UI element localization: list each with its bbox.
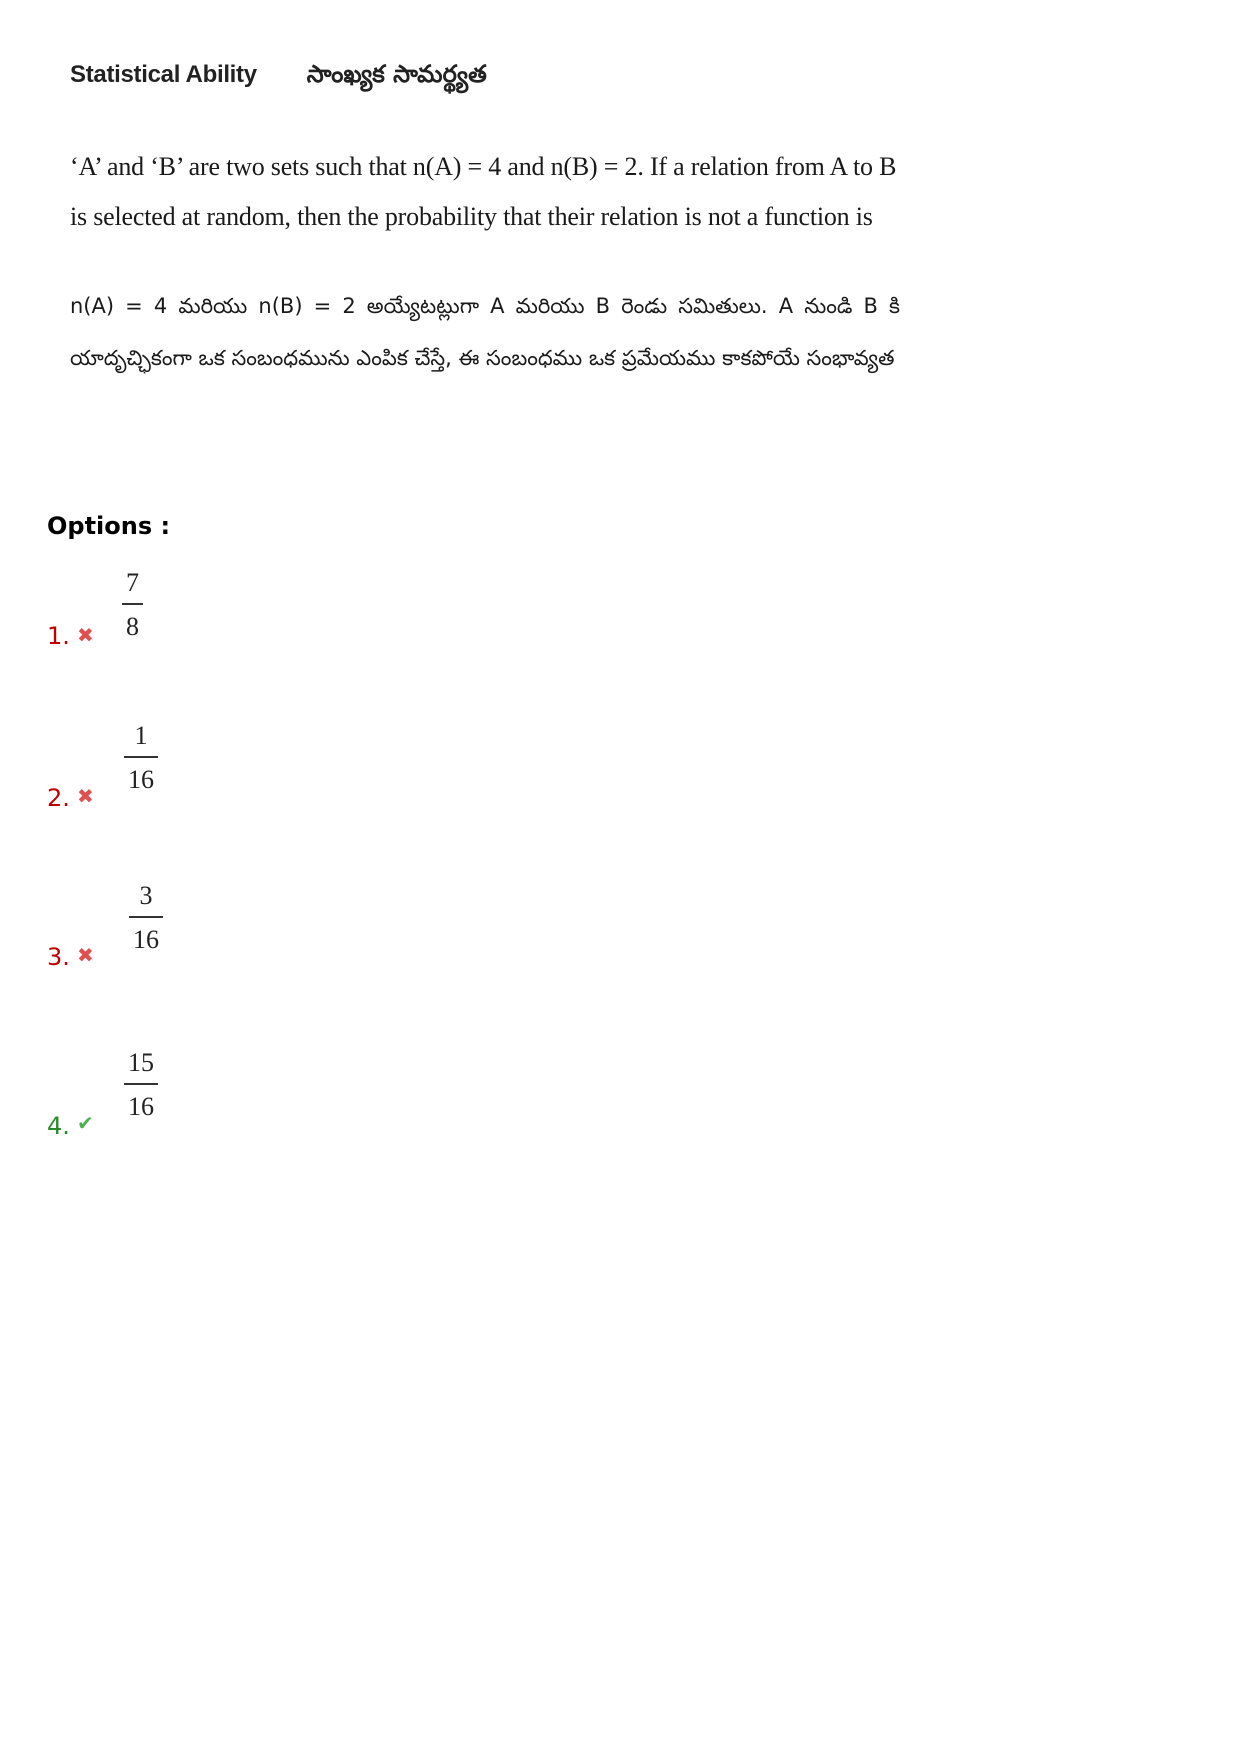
option-2[interactable] [47,718,447,828]
section-title-english: Statistical Ability [70,61,257,88]
option-fraction [124,1045,158,1125]
fraction-bar [122,603,143,605]
fraction-denominator: 16 [128,1092,154,1121]
option-4[interactable] [47,1045,447,1155]
fraction-numerator: 1 [134,721,148,750]
fraction-denominator: 8 [126,612,139,641]
option-fraction [129,878,163,958]
question-english-line-1: ‘A’ and ‘B’ are two sets such that n(A) = 4 and n(B) = 2. If a relation from A to B [70,152,897,181]
fraction-numerator: 7 [126,568,139,597]
section-title-telugu: సాంఖ్యక సామర్థ్యత [306,60,487,88]
question-telugu: n(A) = 4 మరియు n(B) = 2 అయ్యేటట్లుగా A మరియు B రెండు సమితులు. A నుండి B కి యాదృచ్ఛికంగా ఒక సంబంధమును ఎంపిక చేస్తే, ఈ సంబంధము ఒక ప్రమేయము కాకపోయే సంభావ్యత [70,294,900,370]
fraction-bar [129,916,163,918]
option-number: 4. [47,1112,70,1140]
fraction-numerator: 3 [139,881,153,910]
fraction-bar [124,1083,158,1085]
fraction-numerator: 15 [128,1048,154,1077]
incorrect-icon: ✖ [77,784,94,808]
question-english [70,142,900,242]
fraction-denominator: 16 [133,925,159,954]
fraction-bar [124,756,158,758]
incorrect-icon: ✖ [77,943,94,967]
option-fraction [122,565,143,645]
option-number: 3. [47,943,70,971]
fraction-denominator: 16 [128,765,154,794]
question-english-line-2: is selected at random, then the probability that their relation is not a function is [70,202,873,231]
option-number: 2. [47,784,70,812]
option-number: 1. [47,622,70,650]
incorrect-icon: ✖ [77,623,94,647]
option-fraction [124,718,158,798]
option-3[interactable] [47,878,447,988]
option-1[interactable] [47,565,447,675]
options-label: Options : [47,512,171,540]
section-header [70,60,487,94]
correct-check-icon: ✔ [77,1111,94,1135]
